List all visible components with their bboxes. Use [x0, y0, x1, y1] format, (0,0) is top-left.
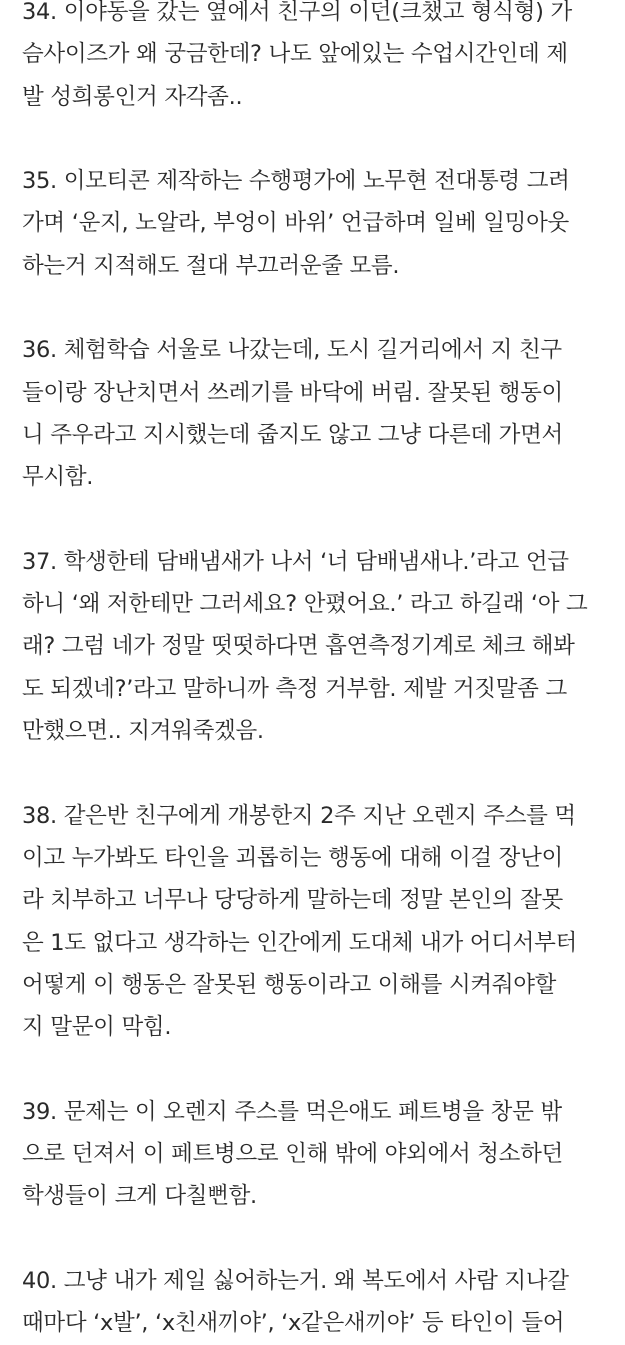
paragraph-gap: [22, 752, 607, 794]
text-line: 때마다 ‘x발’, ‘x친새끼야’, ‘x같은새끼야’ 등 타인이 들어: [22, 1310, 565, 1337]
text-line: 하니 ‘왜 저한테만 그러세요? 안폈어요.’ 라고 하길래 ‘아 그: [22, 591, 588, 618]
text-line: 슴사이즈가 왜 궁금한데? 나도 앞에있는 수업시간인데 제: [22, 41, 568, 68]
text-line: 가며 ‘운지, 노알라, 부엉이 바위’ 언급하며 일베 일밍아웃: [22, 210, 569, 237]
paragraph-gap: [22, 1218, 607, 1260]
text-line: 40. 그냥 내가 제일 싫어하는거. 왜 복도에서 사람 지나갈: [22, 1267, 569, 1294]
text-line: 발 성희롱인거 자각좀..: [22, 83, 243, 110]
text-line: 36. 체험학습 서울로 나갔는데, 도시 길거리에서 지 친구: [22, 337, 562, 364]
text-line: 들이랑 장난치면서 쓰레기를 바닥에 버림. 잘못된 행동이: [22, 379, 563, 406]
text-line: 37. 학생한테 담배냄새가 나서 ‘너 담배냄새나.’라고 언급: [22, 548, 569, 575]
text-line: 38. 같은반 친구에게 개봉한지 2주 지난 오렌지 주스를 먹: [22, 802, 576, 829]
text-line: 으로 던져서 이 페트병으로 인해 밖에 야외에서 청소하던: [22, 1141, 563, 1168]
text-line: 라 치부하고 너무나 당당하게 말하는데 정말 본인의 잘못: [22, 887, 563, 914]
text-line: 35. 이모티콘 제작하는 수행평가에 노무현 전대통령 그려: [22, 168, 570, 195]
text-line: 이고 누가봐도 타인을 괴롭히는 행동에 대해 이걸 장난이: [22, 844, 563, 871]
text-line: 래? 그럼 네가 정말 떳떳하다면 흡연측정기계로 체크 해봐: [22, 633, 575, 660]
text-line: 34. 이야동을 갔는 옆에서 친구의 이던(크챘고 형식형) 가: [22, 0, 572, 25]
paragraph-gap: [22, 118, 607, 160]
text-line: 지 말문이 막힘.: [22, 1014, 172, 1041]
paragraph-gap: [22, 1048, 607, 1090]
text-line: 도 되겠네?’라고 말하니까 측정 거부함. 제발 거짓말좀 그: [22, 675, 567, 702]
paragraph-gap: [22, 499, 607, 541]
text-line: 무시함.: [22, 464, 94, 491]
text-line: 하는거 지적해도 절대 부끄러운줄 모름.: [22, 252, 400, 279]
text-line: 니 주우라고 지시했는데 줍지도 않고 그냥 다른데 가면서: [22, 421, 563, 448]
text-line: 은 1도 없다고 생각하는 인간에게 도대체 내가 어디서부터: [22, 929, 577, 956]
text-line: 39. 문제는 이 오렌지 주스를 먹은애도 페트병을 창문 밖: [22, 1098, 562, 1125]
text-line: 어떻게 이 행동은 잘못된 행동이라고 이해를 시켜줘야할: [22, 971, 557, 998]
paragraph-gap: [22, 287, 607, 329]
text-line: 만했으면.. 지겨워죽겠음.: [22, 718, 264, 745]
text-line: 학생들이 크게 다칠뻔함.: [22, 1183, 257, 1210]
